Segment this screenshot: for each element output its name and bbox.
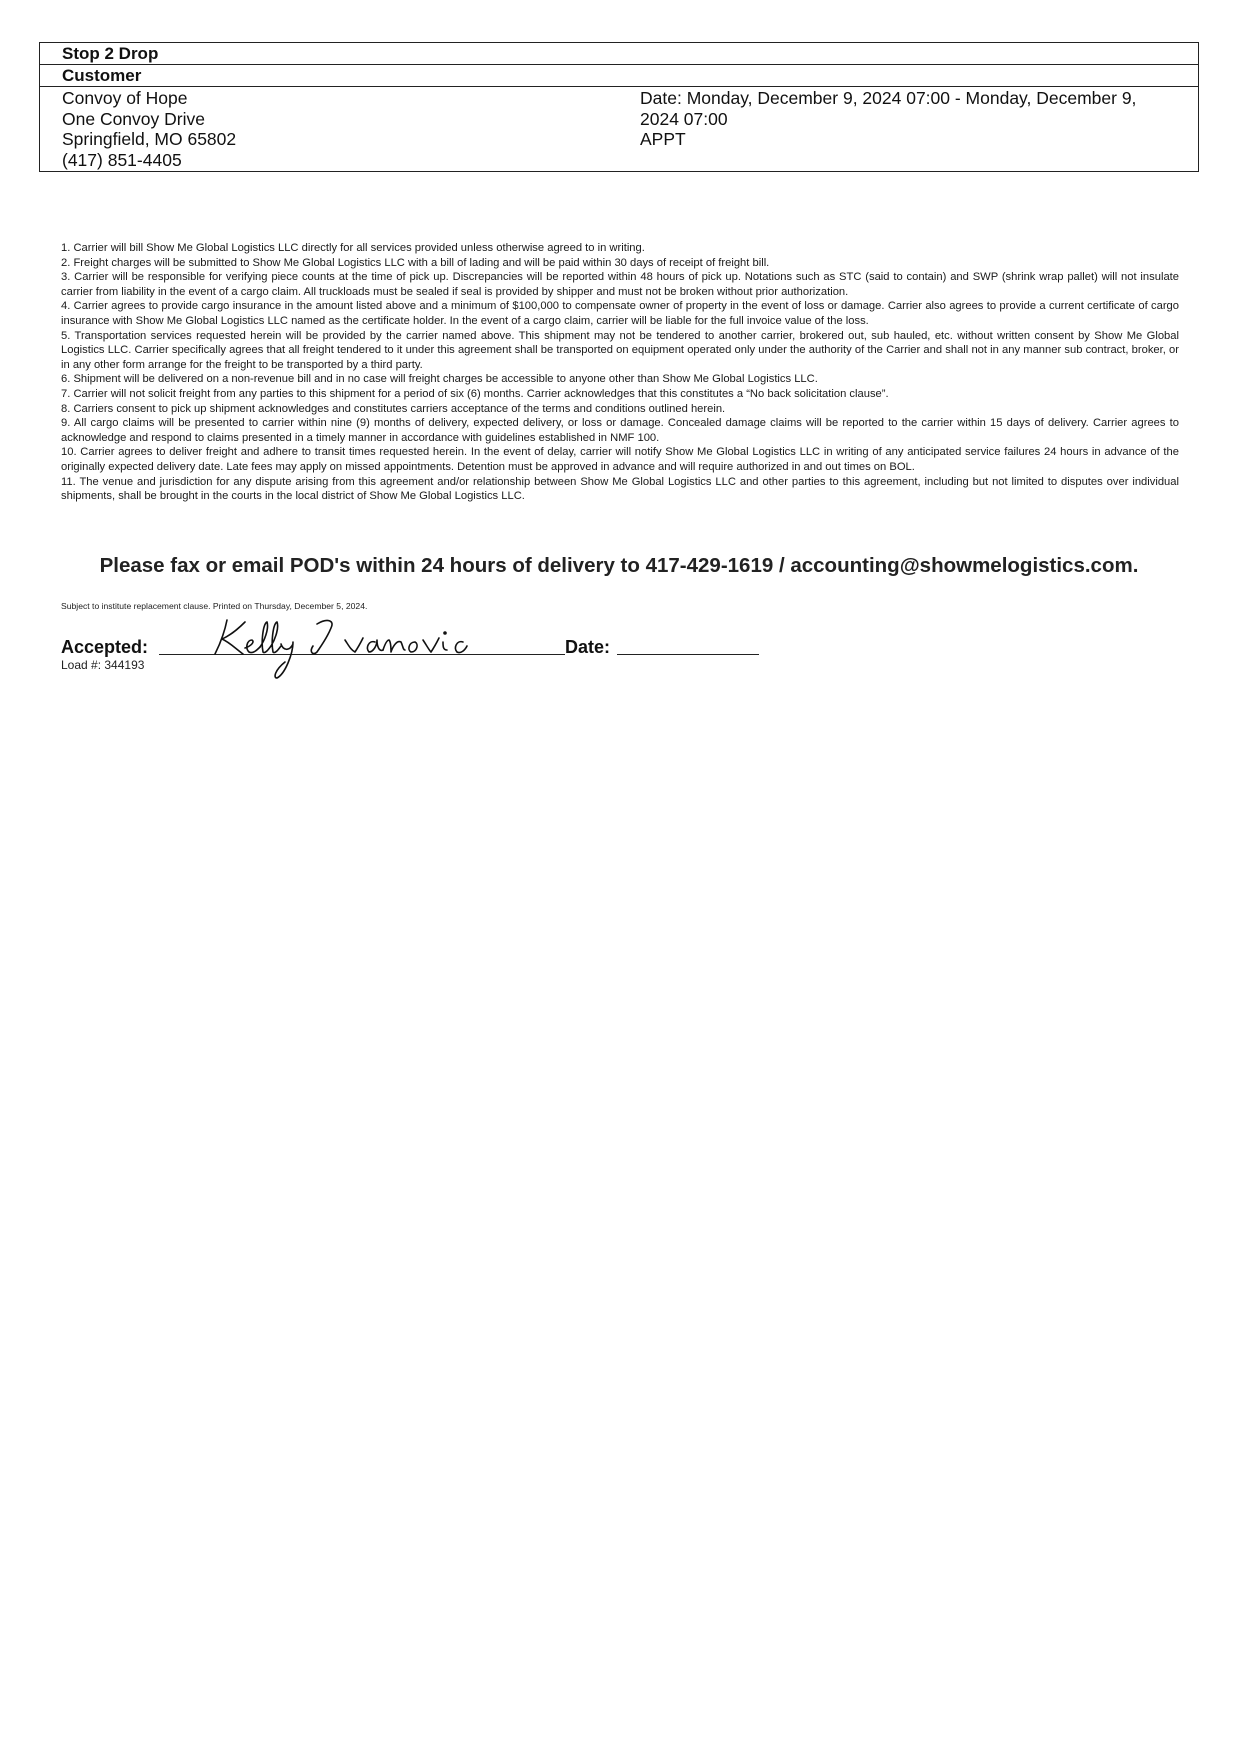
term-item: 5. Transportation services requested herein will be provided by the carrier named above. This shipment may not be tendered to another carrier, brokered out, sub hauled, etc. without written consent by Show Me Global Logistics LLC. Carrier specifically agrees that all freight tendered to it under this agreement shall be transported on equipment operated only under the authority of the Carrier and shall not in any manner sub contract, broker, or in any other form arrange for the freight to be transported by a third party. (61, 329, 1179, 371)
term-item: 2. Freight charges will be submitted to Show Me Global Logistics LLC with a bill of lading and will be paid within 30 days of receipt of freight bill. (61, 256, 770, 269)
customer-city: Springfield, MO 65802 (62, 129, 237, 149)
customer-address (62, 88, 640, 170)
date-label: Date: (565, 637, 611, 657)
customer-street: One Convoy Drive (62, 108, 205, 129)
customer-phone: (417) 851-4405 (62, 149, 182, 170)
term-item: 8. Carriers consent to pick up shipment acknowledges and constitutes carriers acceptance of the terms and conditions outlined herein. (61, 402, 726, 415)
term-item: 3. Carrier will be responsible for verifying piece counts at the time of pick up. Discrepancies will be reported within 48 hours of pick up. Notations such as STC (said to contain) and SWP (shrink wrap pallet) will not insulate carrier from liability in the event of a cargo claim. All truckloads must be sealed if seal is provided by shipper and must not be broken without prior authorization. (61, 271, 1179, 298)
terms-list (61, 241, 1179, 504)
term-item: 9. All cargo claims will be presented to carrier within nine (9) months of delivery, expected delivery, or loss or damage. Concealed damage claims will be reported to the carrier within 15 days of delivery. Carrier agrees to acknowledge and respond to claims presented in a timely manner in accordance with guidelines established in NMF 100. (61, 417, 1179, 444)
appointment-date-cont: 2024 07:00 (640, 108, 728, 129)
fine-print: Subject to institute replacement clause. Printed on Thursday, December 5, 2024. (61, 601, 368, 611)
signature-mark (205, 612, 475, 682)
appointment-info (640, 88, 1185, 170)
stop-details (40, 87, 1198, 171)
term-item: 4. Carrier agrees to provide cargo insurance in the amount listed above and a minimum of $100,000 to compensate owner of property in the event of loss or damage. Carrier also agrees to provide a current certificate of cargo insurance with Show Me Global Logistics LLC named as the certificate holder. In the event of a cargo claim, carrier will be liable for the full invoice value of the loss. (61, 300, 1179, 327)
date-line (617, 654, 759, 655)
load-number: Load #: 344193 (61, 658, 145, 672)
term-item: 10. Carrier agrees to deliver freight and adhere to transit times requested herein. In the event of delay, carrier will notify Show Me Global Logistics LLC in writing of any anticipated service failures 24 hours in advance of the originally expected delivery date. Late fees may apply on missed appointments. Detention must be approved in advance and will require authorized in and out times on BOL. (61, 446, 1179, 473)
term-item: 6. Shipment will be delivered on a non-revenue bill and in no case will freight charges be accessible to anyone other than Show Me Global Logistics LLC. (61, 373, 818, 386)
customer-label: Customer (40, 65, 1198, 87)
stop-box (39, 42, 1199, 172)
accepted-label: Accepted: (61, 637, 149, 657)
appointment-type: APPT (640, 129, 686, 149)
term-item: 7. Carrier will not solicit freight from any parties to this shipment for a period of six (6) months. Carrier acknowledges that this constitutes a “No back solicitation clause”. (61, 387, 889, 400)
term-item: 11. The venue and jurisdiction for any dispute arising from this agreement and/or relationship between Show Me Global Logistics LLC and other parties to this agreement, including but not limited to disputes over individual shipments, shall be brought in the courts in the local district of Show Me Global Logistics LLC. (61, 475, 1179, 503)
fax-notice: Please fax or email POD's within 24 hours of delivery to 417-429-1619 / accounting@showmelogistics.com. (99, 554, 1139, 577)
customer-name: Convoy of Hope (62, 88, 188, 108)
term-item: 1. Carrier will bill Show Me Global Logistics LLC directly for all services provided unless otherwise agreed to in writing. (61, 242, 645, 254)
appointment-date: Date: Monday, December 9, 2024 07:00 - Monday, December 9, (640, 88, 1137, 108)
stop-heading: Stop 2 Drop (40, 43, 1198, 65)
